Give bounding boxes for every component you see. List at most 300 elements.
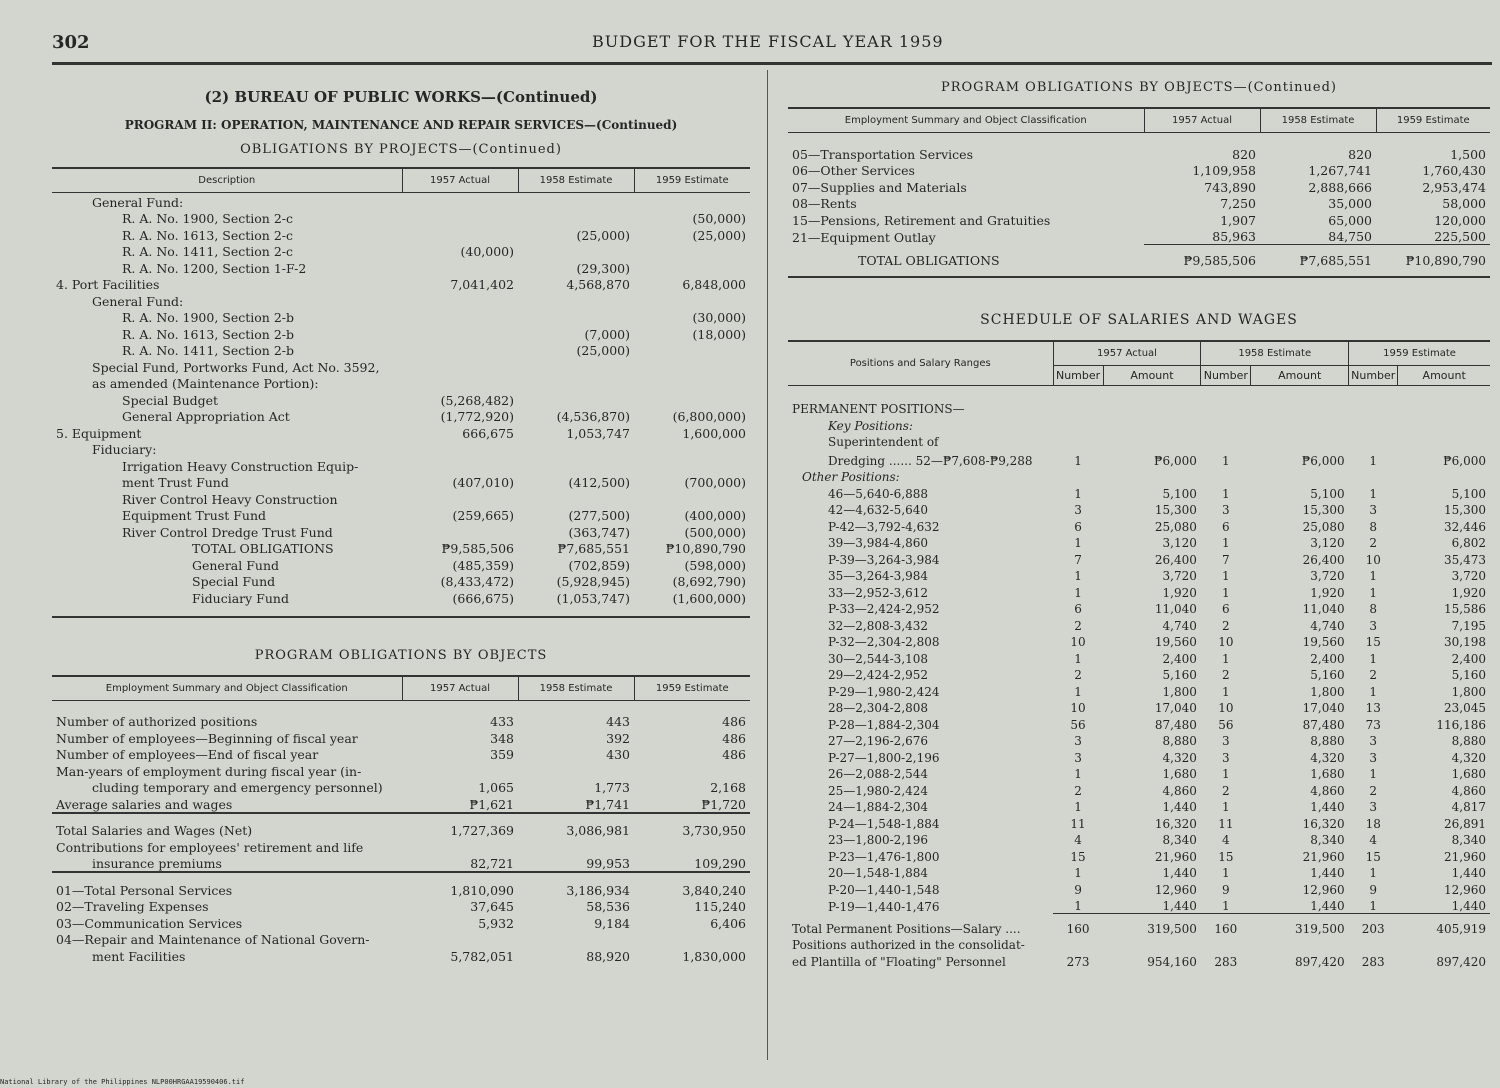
table-row <box>788 616 1490 633</box>
amount-1958: 21,960 <box>1302 849 1345 864</box>
value-1959 <box>634 342 750 359</box>
table-row <box>788 952 1490 969</box>
number-1958 <box>1201 468 1251 485</box>
table-row <box>788 798 1490 815</box>
table-row <box>52 746 750 763</box>
value-1959: 486 <box>722 730 746 746</box>
row-description: R. A. No. 1613, Section 2-b <box>122 326 294 342</box>
value-1959: 2,168 <box>710 780 746 795</box>
sal-num-1958: Number <box>1201 365 1251 385</box>
amount-1957: 12,960 <box>1154 882 1197 897</box>
amount-1959: 7,195 <box>1451 618 1486 633</box>
amount-1958: 12,960 <box>1302 882 1345 897</box>
number-1958: 1 <box>1222 486 1230 501</box>
row-description: River Control Dredge Trust Fund <box>122 524 333 540</box>
value-1958 <box>518 243 634 260</box>
number-1959: 18 <box>1365 816 1381 831</box>
sal-col-1959: 1959 Estimate <box>1349 341 1490 366</box>
row-description: as amended (Maintenance Portion): <box>92 376 319 391</box>
amount-1959: 21,960 <box>1444 849 1486 864</box>
value-1959 <box>634 243 750 260</box>
amount-1957: 2,400 <box>1162 651 1197 666</box>
amount-1957: 21,960 <box>1154 849 1197 864</box>
col-1958: 1958 Estimate <box>518 168 634 193</box>
row-description: ment Trust Fund <box>122 475 229 490</box>
amount-1957: 11,040 <box>1154 602 1197 616</box>
table-row <box>788 228 1490 245</box>
row-description: 35—3,264-3,984 <box>828 569 929 583</box>
value-1959: 1,760,430 <box>1422 163 1486 178</box>
left-column <box>52 70 750 964</box>
number-1958: 56 <box>1218 717 1234 732</box>
number-1959: 15 <box>1365 849 1381 864</box>
number-1957: 4 <box>1074 833 1082 847</box>
table-row <box>788 211 1490 228</box>
number-1958: 9 <box>1222 882 1230 897</box>
number-1958: 4 <box>1222 833 1230 847</box>
sal-amt-1957: Amount <box>1103 365 1201 385</box>
value-1958: (277,500) <box>568 508 630 523</box>
number-1958: 1 <box>1222 866 1230 880</box>
table-row <box>788 449 1490 468</box>
amount-1959: 405,919 <box>1398 914 1490 936</box>
row-description: River Control Heavy Construction <box>122 491 338 507</box>
amount-1959: 1,440 <box>1451 866 1486 880</box>
table-row <box>52 457 750 474</box>
amount-1957: 3,720 <box>1162 569 1197 583</box>
section-label: Superintendent of <box>828 435 939 449</box>
section-label: PERMANENT POSITIONS— <box>792 402 965 416</box>
number-1959: 2 <box>1369 668 1378 682</box>
amount-1957: 1,920 <box>1162 585 1197 600</box>
row-description: P-42—3,792-4,632 <box>828 519 940 534</box>
amount-1959: 12,960 <box>1444 882 1486 897</box>
value-1959 <box>634 391 750 408</box>
number-1958: 1 <box>1222 767 1230 781</box>
amount-1959: 5,100 <box>1451 486 1486 501</box>
row-description: Total Permanent Positions—Salary .... <box>792 921 1021 936</box>
amount-1958: 26,400 <box>1302 552 1345 567</box>
value-1957 <box>402 375 518 392</box>
objc-col-1957: 1957 Actual <box>1144 108 1260 133</box>
table-row <box>788 897 1490 914</box>
value-1958: 4,568,870 <box>566 277 630 292</box>
amount-1957: 3,120 <box>1162 536 1197 550</box>
number-1957: 2 <box>1074 783 1082 798</box>
row-description: 06—Other Services <box>792 163 915 178</box>
amount-1959: 6,802 <box>1451 536 1486 550</box>
row-description: 29—2,424-2,952 <box>828 668 929 682</box>
number-1959: 2 <box>1369 536 1378 550</box>
objects-body <box>52 700 750 964</box>
table-row <box>52 855 750 873</box>
number-1959: 1 <box>1369 569 1378 583</box>
value-1957 <box>402 259 518 276</box>
row-description: ment Facilities <box>92 948 186 964</box>
value-1957: 348 <box>490 730 514 746</box>
number-1958: 6 <box>1222 602 1230 616</box>
number-1959: 3 <box>1369 800 1378 814</box>
value-1959: ₱10,890,790 <box>665 541 746 556</box>
row-description: Other Positions: <box>802 470 900 484</box>
amount-1957: 1,440 <box>1162 800 1197 814</box>
number-1958: 1 <box>1222 536 1230 550</box>
value-1959 <box>634 931 750 948</box>
sal-amt-1958: Amount <box>1251 365 1349 385</box>
value-1958: (25,000) <box>576 343 630 358</box>
row-description: 42—4,632-5,640 <box>828 503 929 517</box>
value-1958: 1,773 <box>594 780 630 795</box>
number-1959: 203 <box>1349 914 1398 936</box>
row-description: Number of employees—End of fiscal year <box>56 747 319 762</box>
table-row <box>788 517 1490 534</box>
amount-1958: 19,560 <box>1302 635 1345 649</box>
table-row <box>52 375 750 392</box>
value-1957: 7,041,402 <box>450 277 514 292</box>
program-title: PROGRAM II: OPERATION, MAINTENANCE AND REPAIR SERVICES—(Continued) <box>124 118 678 132</box>
value-1958: 820 <box>1348 146 1372 162</box>
sal-col-1958: 1958 Estimate <box>1201 341 1349 366</box>
row-description: ed Plantilla of "Floating" Personnel <box>792 954 1006 969</box>
value-1958: 1,053,747 <box>566 425 630 441</box>
table-row <box>52 358 750 375</box>
amount-1959: 116,186 <box>1436 717 1486 732</box>
row-description: P-29—1,980-2,424 <box>828 684 940 699</box>
value-1958 <box>518 193 634 210</box>
number-1959: 73 <box>1365 717 1381 732</box>
col-1959: 1959 Estimate <box>634 168 750 193</box>
row-description: 01—Total Personal Services <box>52 872 402 898</box>
value-1958: 65,000 <box>1328 212 1372 228</box>
number-1958: 1 <box>1222 569 1230 583</box>
amount-1959: 32,446 <box>1444 519 1486 534</box>
table-row <box>52 795 750 813</box>
table-row <box>788 880 1490 897</box>
number-1958: 1 <box>1222 651 1230 666</box>
value-1958: (29,300) <box>576 260 630 276</box>
number-1959: 9 <box>1369 882 1378 897</box>
table-row <box>788 133 1490 162</box>
table-row <box>52 490 750 507</box>
number-1958: 15 <box>1218 849 1234 864</box>
table-row <box>788 385 1490 416</box>
amount-1959: 1,920 <box>1451 585 1486 600</box>
number-1959: 8 <box>1369 602 1378 616</box>
row-description: P-28—1,884-2,304 <box>828 717 940 732</box>
table-row <box>788 765 1490 782</box>
number-1959: 3 <box>1369 734 1378 748</box>
amount-1957: 5,100 <box>1162 486 1197 501</box>
row-description: Number of employees—Beginning of fiscal year <box>56 730 358 746</box>
value-1959: 3,840,240 <box>634 872 750 898</box>
number-1957: 1 <box>1074 453 1082 468</box>
number-1957: 1 <box>1074 569 1082 583</box>
value-1958: 430 <box>606 747 630 762</box>
table-row <box>788 178 1490 195</box>
value-1957: (407,010) <box>452 475 514 490</box>
number-1957: 2 <box>1074 668 1082 682</box>
value-1959: 3,730,950 <box>634 813 750 839</box>
row-description: 08—Rents <box>792 196 857 211</box>
salaries-body <box>788 385 1490 969</box>
table-row <box>52 947 750 964</box>
row-description: Positions authorized in the consolidat- <box>792 938 1025 952</box>
row-description: 05—Transportation Services <box>792 146 973 162</box>
amount-1959: 897,420 <box>1436 954 1486 969</box>
value-1958: (702,859) <box>568 557 630 573</box>
value-1959 <box>634 441 750 458</box>
row-description: Dredging ...... 52—₱7,608-₱9,288 <box>828 453 1033 468</box>
value-1959: ₱1,720 <box>701 796 746 812</box>
value-1959: 2,953,474 <box>1422 179 1486 195</box>
value-1957 <box>402 358 518 375</box>
row-description: 07—Supplies and Materials <box>792 179 967 195</box>
amount-1958 <box>1251 936 1349 953</box>
amount-1958: 897,420 <box>1295 954 1345 969</box>
row-description: 26—2,088-2,544 <box>828 767 929 781</box>
row-description: P-33—2,424-2,952 <box>828 602 940 616</box>
value-1957: 1,065 <box>478 780 514 795</box>
value-1957 <box>402 342 518 359</box>
row-description: 04—Repair and Maintenance of National Govern- <box>56 932 370 947</box>
value-1958: (1,053,747) <box>556 590 630 606</box>
row-description: 5. Equipment <box>56 425 142 441</box>
number-1957: 3 <box>1074 734 1082 748</box>
row-description: Fiduciary: <box>92 442 157 457</box>
value-1958 <box>518 391 634 408</box>
header-rule <box>52 62 1492 65</box>
number-1957: 7 <box>1074 552 1082 567</box>
amount-1959: 26,891 <box>1444 816 1486 831</box>
bureau-title: (2) BUREAU OF PUBLIC WORKS—(Continued) <box>204 88 598 106</box>
table-row <box>52 556 750 573</box>
number-1957: 2 <box>1074 618 1082 633</box>
value-1959: 109,290 <box>694 856 746 871</box>
value-1957: (40,000) <box>460 244 514 259</box>
amount-1957: 1,800 <box>1162 684 1197 699</box>
row-description: 21—Equipment Outlay <box>792 229 936 245</box>
value-1958: ₱7,685,551 <box>1260 245 1376 268</box>
table-row <box>52 540 750 557</box>
value-1958 <box>518 441 634 458</box>
table-row <box>788 649 1490 666</box>
page-number: 302 <box>52 32 90 53</box>
row-description: 03—Communication Services <box>56 915 243 931</box>
table-row <box>52 762 750 779</box>
value-1957: 1,810,090 <box>402 872 518 898</box>
table-row <box>788 699 1490 716</box>
row-description: General Fund: <box>92 293 184 309</box>
amount-1957 <box>1103 468 1201 485</box>
table-row <box>52 259 750 276</box>
objc-col-1959: 1959 Estimate <box>1376 108 1490 133</box>
row-description: 24—1,884-2,304 <box>828 800 929 814</box>
value-1957: 359 <box>490 747 514 762</box>
amount-1957: ₱6,000 <box>1154 453 1197 468</box>
row-description: cluding temporary and emergency personnel) <box>92 780 383 795</box>
row-description: Total Salaries and Wages (Net) <box>52 813 402 839</box>
value-1957: 743,890 <box>1204 179 1256 195</box>
value-1959: ₱10,890,790 <box>1376 245 1490 268</box>
value-1958: ₱7,685,551 <box>557 541 630 556</box>
table-row <box>788 484 1490 501</box>
row-description: R. A. No. 1200, Section 1-F-2 <box>122 260 307 276</box>
value-1957 <box>402 193 518 210</box>
amount-1958: 3,120 <box>1310 536 1345 550</box>
row-description: P-19—1,440-1,476 <box>828 899 940 914</box>
value-1957: (8,433,472) <box>440 574 514 589</box>
amount-1958: 1,680 <box>1310 767 1345 781</box>
number-1958: 7 <box>1222 552 1230 567</box>
amount-1957: 26,400 <box>1154 552 1197 567</box>
value-1959: 486 <box>722 714 746 729</box>
number-1959: 1 <box>1369 684 1378 699</box>
table-row <box>52 729 750 746</box>
table-row <box>788 732 1490 749</box>
number-1959: 3 <box>1369 618 1378 633</box>
number-1958: 283 <box>1214 954 1238 969</box>
sal-col-description: Positions and Salary Ranges <box>788 341 1053 386</box>
amount-1959 <box>1398 468 1490 485</box>
amount-1959: ₱6,000 <box>1443 453 1486 468</box>
value-1958 <box>518 838 634 855</box>
table-row <box>52 779 750 796</box>
row-description: Special Fund, Portworks Fund, Act No. 3592, <box>92 359 380 375</box>
number-1958: 1 <box>1222 453 1230 468</box>
number-1958: 160 <box>1201 914 1251 936</box>
number-1958: 2 <box>1222 783 1230 798</box>
amount-1959: 4,320 <box>1451 750 1486 765</box>
number-1959: 3 <box>1369 503 1378 517</box>
row-description: 46—5,640-6,888 <box>828 486 929 501</box>
column-divider <box>767 70 768 1060</box>
value-1959: (30,000) <box>692 310 746 325</box>
value-1959 <box>634 292 750 309</box>
number-1957: 9 <box>1074 882 1082 897</box>
amount-1958: 1,440 <box>1310 899 1345 913</box>
number-1959: 2 <box>1369 783 1378 798</box>
value-1957: 1,109,958 <box>1192 163 1256 178</box>
amount-1958: 8,340 <box>1310 833 1345 847</box>
value-1958 <box>518 762 634 779</box>
table-row <box>788 534 1490 551</box>
value-1958 <box>518 309 634 326</box>
table-row <box>788 781 1490 798</box>
value-1959: (700,000) <box>684 475 746 490</box>
amount-1958: 1,440 <box>1310 866 1345 880</box>
value-1958: 35,000 <box>1328 196 1372 211</box>
number-1959 <box>1349 936 1398 953</box>
amount-1958: 4,740 <box>1310 618 1345 633</box>
amount-1957: 17,040 <box>1154 701 1197 715</box>
table-row <box>52 325 750 342</box>
value-1958: 443 <box>606 714 630 729</box>
value-1957: 5,782,051 <box>450 948 514 964</box>
value-1957: 666,675 <box>462 425 514 441</box>
value-1957 <box>402 838 518 855</box>
number-1958: 10 <box>1218 635 1234 649</box>
value-1959: (598,000) <box>684 557 746 573</box>
table-row <box>52 210 750 227</box>
amount-1957: 4,320 <box>1162 750 1197 765</box>
amount-1958: 5,100 <box>1310 486 1345 501</box>
table-row <box>52 292 750 309</box>
table-row <box>52 523 750 540</box>
amount-1959: 15,586 <box>1444 602 1486 616</box>
value-1957: (5,268,482) <box>440 392 514 408</box>
amount-1959: 35,473 <box>1444 552 1486 567</box>
number-1959: 4 <box>1369 833 1378 847</box>
projects-end-rule <box>52 616 750 618</box>
value-1958: (7,000) <box>584 326 630 342</box>
table-row <box>788 831 1490 848</box>
value-1958: 88,920 <box>586 948 630 964</box>
amount-1957: 15,300 <box>1154 503 1197 517</box>
amount-1959: 5,160 <box>1451 668 1486 682</box>
row-description: P-24—1,548-1,884 <box>828 816 940 831</box>
obj-col-1958: 1958 Estimate <box>518 676 634 701</box>
number-1957: 15 <box>1070 849 1086 864</box>
objects-cont-title: PROGRAM OBLIGATIONS BY OBJECTS—(Continued) <box>940 80 1338 95</box>
number-1958: 1 <box>1222 585 1230 600</box>
value-1959 <box>634 490 750 507</box>
number-1957: 3 <box>1074 750 1082 765</box>
row-description: Irrigation Heavy Construction Equip- <box>122 458 359 474</box>
value-1957 <box>402 931 518 948</box>
number-1958: 6 <box>1222 519 1230 534</box>
value-1957 <box>402 490 518 507</box>
value-1957: 1,907 <box>1220 212 1256 228</box>
amount-1958: 4,860 <box>1310 783 1345 798</box>
value-1959: (25,000) <box>692 227 746 243</box>
amount-1957: 4,740 <box>1162 618 1197 633</box>
value-1959: 1,600,000 <box>682 425 746 441</box>
value-1958: 99,953 <box>586 856 630 871</box>
amount-1958: 2,400 <box>1310 651 1345 666</box>
value-1957: (666,675) <box>452 590 514 606</box>
table-row <box>788 583 1490 600</box>
amount-1958: 17,040 <box>1302 701 1345 715</box>
table-row <box>788 682 1490 699</box>
table-row <box>52 342 750 359</box>
number-1957: 56 <box>1070 717 1086 732</box>
value-1957 <box>402 325 518 342</box>
amount-1957: 1,440 <box>1162 899 1197 913</box>
table-row <box>788 567 1490 584</box>
col-description: Description <box>52 168 402 193</box>
value-1957 <box>402 457 518 474</box>
section-label: Key Positions: <box>828 418 913 433</box>
value-1958: (25,000) <box>576 227 630 243</box>
number-1957: 273 <box>1066 954 1090 969</box>
amount-1957: 319,500 <box>1103 914 1201 936</box>
row-description: P-39—3,264-3,984 <box>828 552 940 567</box>
table-row <box>52 276 750 293</box>
value-1957: 1,727,369 <box>402 813 518 839</box>
projects-table <box>52 167 750 606</box>
number-1957: 1 <box>1074 651 1082 666</box>
amount-1959: 15,300 <box>1444 503 1486 517</box>
value-1957: (1,772,920) <box>440 409 514 424</box>
value-1958: 9,184 <box>594 915 630 931</box>
amount-1959: 1,440 <box>1451 899 1486 913</box>
value-1958: 58,536 <box>586 899 630 914</box>
number-1957: 1 <box>1074 536 1082 550</box>
running-title: BUDGET FOR THE FISCAL YEAR 1959 <box>592 32 944 51</box>
number-1959: 3 <box>1369 750 1378 765</box>
number-1958 <box>1201 936 1251 953</box>
amount-1959: 8,880 <box>1451 734 1486 748</box>
